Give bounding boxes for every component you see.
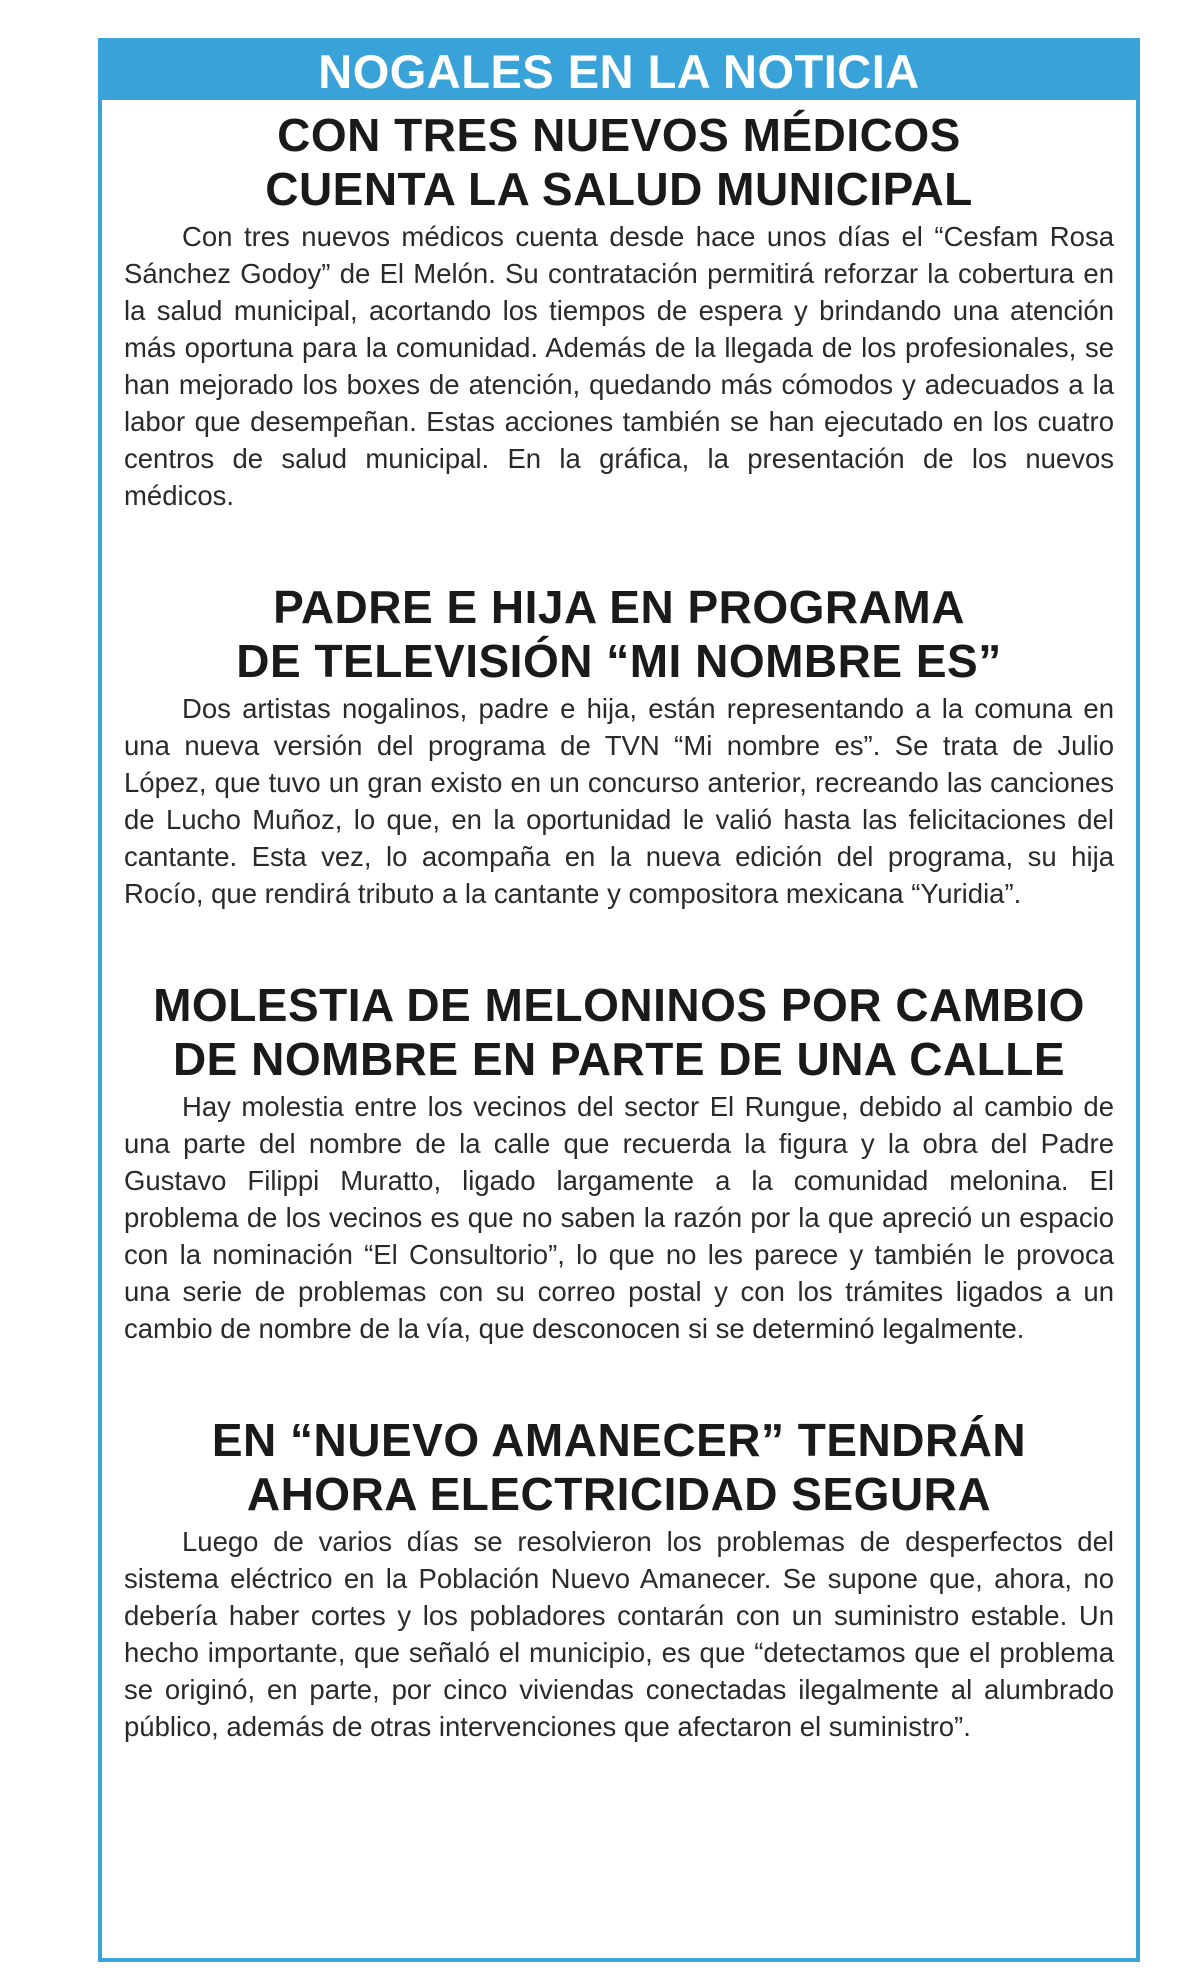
- articles-container: [102, 100, 1136, 1745]
- article-headline: [124, 1413, 1114, 1521]
- news-box: [98, 38, 1140, 1962]
- headline-line-2: DE NOMBRE EN PARTE DE UNA CALLE: [172, 1033, 1066, 1085]
- section-title: NOGALES EN LA NOTICIA: [102, 42, 1136, 100]
- article-headline: [124, 978, 1114, 1086]
- headline-line-2: AHORA ELECTRICIDAD SEGURA: [246, 1468, 992, 1520]
- headline-line-1: CON TRES NUEVOS MÉDICOS: [277, 109, 961, 161]
- article-padre-hija: [124, 580, 1114, 912]
- article-body: Luego de varios días se resolvieron los problemas de desperfectos del sistema eléctrico en la Población Nuevo Amanecer. Se supone que, ahora, no debería haber cortes y los pobladores contarán con un suministro estable. Un hecho importante, que señaló el municipio, es que “detectamos que el problema se originó, en parte, por cinco viviendas conectadas ilegalmente al alumbrado público, además de otras intervenciones que afectaron el suministro”.: [124, 1526, 1114, 1742]
- article-body: Dos artistas nogalinos, padre e hija, están representando a la comuna en una nueva versión del programa de TVN “Mi nombre es”. Se trata de Julio López, que tuvo un gran existo en un concurso anterior, recreando las canciones de Lucho Muñoz, lo que, en la oportunidad le valió hasta las felicitaciones del cantante. Esta vez, lo acompaña en la nueva edición del programa, su hija Rocío, que rendirá tributo a la cantante y compositora mexicana “Yuridia”.: [124, 693, 1114, 909]
- headline-line-2: CUENTA LA SALUD MUNICIPAL: [265, 163, 973, 215]
- article-headline: [124, 108, 1114, 216]
- headline-line-1: PADRE E HIJA EN PROGRAMA: [273, 581, 965, 633]
- article-medicos: [124, 108, 1114, 514]
- headline-line-1: MOLESTIA DE MELONINOS POR CAMBIO: [153, 979, 1085, 1031]
- article-molestia-calle: [124, 978, 1114, 1347]
- headline-line-2: DE TELEVISIÓN “MI NOMBRE ES”: [236, 635, 1002, 687]
- article-nuevo-amanecer: [124, 1413, 1114, 1745]
- article-body: Hay molestia entre los vecinos del sector El Rungue, debido al cambio de una parte del nombre de la calle que recuerda la figura y la obra del Padre Gustavo Filippi Muratto, ligado largamente a la comunidad melonina. El problema de los vecinos es que no saben la razón por la que apreció un espacio con la nominación “El Consultorio”, lo que no les parece y también le provoca una serie de problemas con su correo postal y con los trámites ligados a un cambio de nombre de la vía, que desconocen si se determinó legalmente.: [124, 1091, 1114, 1344]
- headline-line-1: EN “NUEVO AMANECER” TENDRÁN: [211, 1414, 1027, 1466]
- article-body: Con tres nuevos médicos cuenta desde hace unos días el “Cesfam Rosa Sánchez Godoy” de El Melón. Su contratación permitirá reforzar la cobertura en la salud municipal, acortando los tiempos de espera y brindando una atención más oportuna para la comunidad. Además de la llegada de los profesionales, se han mejorado los boxes de atención, quedando más cómodos y adecuados a la labor que desempeñan. Estas acciones también se han ejecutado en los cuatro centros de salud municipal. En la gráfica, la presentación de los nuevos médicos.: [124, 221, 1114, 511]
- article-headline: [124, 580, 1114, 688]
